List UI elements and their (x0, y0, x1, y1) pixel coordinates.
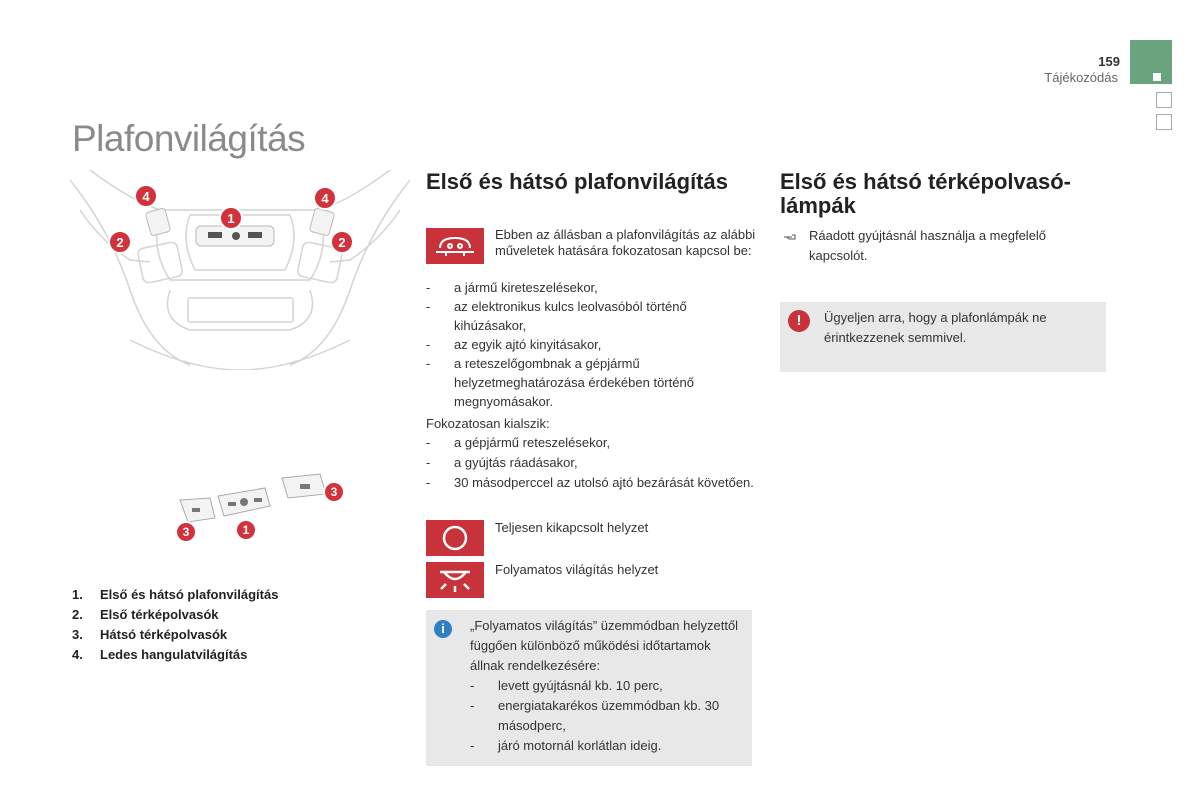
off-list (426, 433, 756, 493)
off-position-icon (426, 520, 484, 556)
col2-heading: Első és hátsó térképolvasó-lámpák (780, 169, 1071, 218)
section-label: Tájékozódás (1044, 70, 1118, 85)
list-item: - a gépjármű reteszelésekor, (426, 433, 756, 453)
info-icon: i (434, 620, 452, 638)
permanent-light-icon (426, 562, 484, 598)
legend-item: 3. Hátsó térképolvasók (72, 627, 228, 642)
page-title: Plafonvilágítás (72, 118, 306, 159)
chapter-tab (1130, 40, 1172, 84)
callout-4: 4 (142, 189, 150, 204)
tip-text: Ráadott gyújtásnál használja a megfelelő kapcsolót. (809, 228, 1047, 263)
off-heading: Fokozatosan kialszik: (426, 416, 550, 431)
warning-text: Ügyeljen arra, hogy a plafonlámpák ne érintkezzenek semmivel. (824, 310, 1047, 345)
info-text: „Folyamatos világítás” üzemmódban helyzettől függően különböző működési időtartamok állnak rendelkezésére: (470, 618, 739, 673)
callout-2: 2 (116, 235, 124, 250)
list-item: - a jármű kireteszelésekor, (426, 278, 756, 297)
legend-list (72, 585, 278, 665)
col1-heading: Első és hátsó plafonvilágítás (426, 169, 728, 194)
warning-icon: ! (788, 310, 810, 332)
callout-2: 2 (338, 235, 346, 250)
off-position-label: Teljesen kikapcsolt helyzet (495, 520, 649, 535)
chapter-tab-marker (1153, 73, 1161, 81)
pointing-hand-icon (783, 229, 797, 239)
list-item: - az elektronikus kulcs leolvasóból történő kihúzásakor, (426, 297, 756, 335)
callout-1: 1 (242, 523, 250, 537)
ceiling-console-illustration (70, 170, 410, 370)
list-item: - levett gyújtásnál kb. 10 perc, (470, 676, 745, 696)
list-item: - energiatakarékos üzemmódban kb. 30 másodperc, (470, 696, 745, 736)
callout-3: 3 (330, 485, 338, 499)
position-description: Ebben az állásban a plafonvilágítás az alábbi műveletek hatására fokozatosan kapcsol be: (495, 227, 756, 258)
on-list (426, 278, 756, 411)
list-item: - a reteszelőgombnak a gépjármű helyzetmeghatározása érdekében történő megnyomásakor. (426, 354, 756, 411)
chapter-tab-box (1156, 114, 1172, 130)
list-item: - 30 másodperccel az utolsó ajtó bezárását követően. (426, 473, 756, 493)
chapter-tab-box (1156, 92, 1172, 108)
list-item: - a gyújtás ráadásakor, (426, 453, 756, 473)
page-number: 159 (1098, 54, 1120, 69)
warning-box (780, 302, 1106, 372)
callout-3: 3 (182, 525, 190, 539)
rear-lamps-illustration (170, 470, 350, 550)
legend-item: 2. Első térképolvasók (72, 607, 219, 622)
permanent-position-label: Folyamatos világítás helyzet (495, 562, 659, 577)
info-list (470, 676, 745, 756)
info-box (426, 610, 752, 766)
legend-item: 4. Ledes hangulatvilágítás (72, 647, 248, 662)
callout-4: 4 (321, 191, 329, 206)
list-item: - az egyik ajtó kinyitásakor, (426, 335, 756, 354)
legend-item: 1. Első és hátsó plafonvilágítás (72, 587, 279, 602)
list-item: - járó motornál korlátlan ideig. (470, 736, 745, 756)
door-position-icon (426, 228, 484, 264)
callout-1: 1 (227, 211, 235, 226)
